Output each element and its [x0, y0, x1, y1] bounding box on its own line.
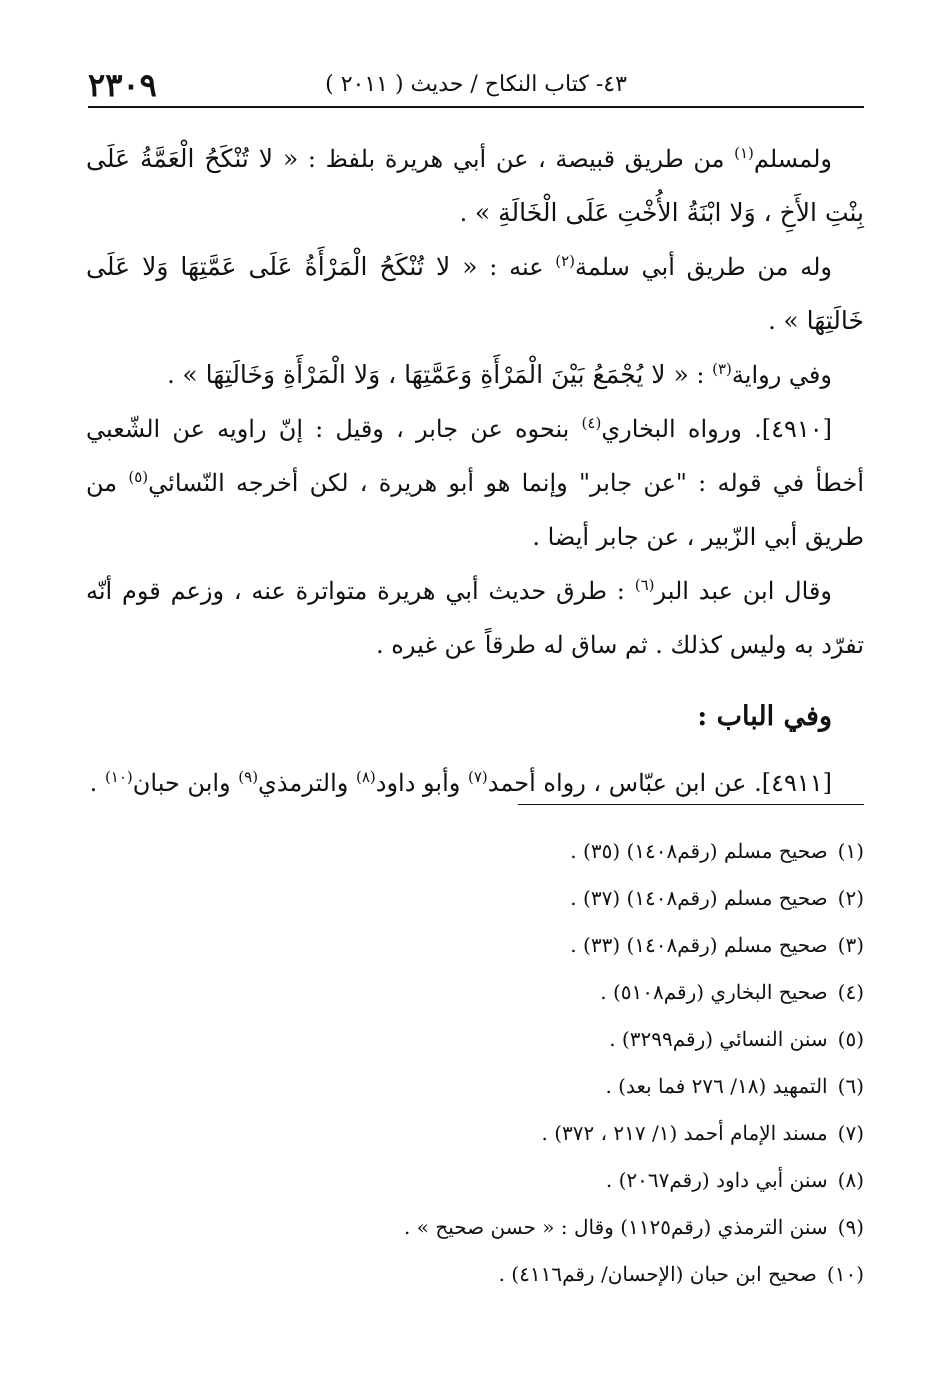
- footnote-ref: (٩): [238, 768, 259, 786]
- text-run: والترمذي: [258, 769, 356, 797]
- text-run: [٤٩١٠]. ورواه البخاري: [601, 415, 832, 443]
- text-run: .: [768, 307, 784, 335]
- main-text: [86, 132, 864, 810]
- paragraph-ibn-abd-al-barr: [86, 564, 864, 672]
- paragraph-4911: [86, 756, 864, 810]
- footnote-item: [86, 1016, 864, 1063]
- footnote-item: [86, 1251, 864, 1298]
- footnote-item: [86, 1110, 864, 1157]
- footnote-number: (٩): [837, 1215, 864, 1239]
- footnote-ref: (٨): [355, 768, 376, 786]
- section-heading: وفي الباب :: [697, 701, 832, 732]
- text-run: : طرق حديث أبي هريرة متواترة عنه ، وزعم قوم أنّه تفرّد به وليس كذلك . ثم ساق له طرقاً عن غيره .: [86, 577, 864, 659]
- footnote-number: (١): [837, 839, 864, 863]
- footnote-ref: (٧): [467, 768, 488, 786]
- footnote-number: (٤): [837, 980, 864, 1004]
- footnote-item: [86, 828, 864, 875]
- footnote-ref: (٦): [634, 576, 655, 594]
- page-number: ٢٣٠٩: [88, 66, 157, 104]
- text-run: عنه :: [477, 253, 556, 281]
- footnote-item: [86, 922, 864, 969]
- footnote-text: صحيح مسلم (رقم١٤٠٨) (٣٥) .: [570, 839, 828, 863]
- footnote-ref: (٢): [555, 252, 576, 270]
- text-run: [٤٩١١]. عن ابن عبّاس ، رواه أحمد: [487, 769, 832, 797]
- footnote-number: (٣): [837, 933, 864, 957]
- hadith-quote: « لا تُنْكَحُ الْمَرْأَةُ عَلَى عَمَّتِهَا وَلا عَلَى خَالَتِهَا »: [86, 252, 864, 335]
- footnote-text: التمهيد (١٨/ ٢٧٦ فما بعد) .: [605, 1074, 828, 1098]
- paragraph-riwaya: [86, 348, 864, 402]
- paragraph-4910: [86, 402, 864, 564]
- footnote-text: صحيح البخاري (رقم٥١٠٨) .: [600, 980, 828, 1004]
- text-run: بنحوه عن جابر ، وقيل : إنّ راويه عن الشّعبي أخطأ في قوله : "عن جابر" وإنما هو أبو هريرة ، لكن أخرجه النّسائي: [86, 415, 864, 497]
- text-run: وأبو داود: [375, 769, 468, 797]
- paragraph-muslim: [86, 132, 864, 240]
- text-run: وقال ابن عبد البر: [654, 577, 832, 605]
- footnote-text: سنن النسائي (رقم٣٢٩٩) .: [609, 1027, 828, 1051]
- footnote-text: سنن أبي داود (رقم٢٠٦٧) .: [605, 1168, 828, 1192]
- text-run: من طريق قبيصة ، عن أبي هريرة بلفظ :: [298, 145, 735, 173]
- footnote-number: (٦): [837, 1074, 864, 1098]
- page-header: [88, 66, 864, 108]
- text-run: .: [459, 199, 475, 227]
- footnote-number: (٨): [837, 1168, 864, 1192]
- footnote-text: مسند الإمام أحمد (١/ ٢١٧ ، ٣٧٢) .: [541, 1121, 828, 1145]
- hadith-quote: « لا يُجْمَعُ بَيْنَ الْمَرْأَةِ وَعَمَّتِهَا ، وَلا الْمَرْأَةِ وَخَالَتِهَا »: [182, 360, 689, 389]
- footnote-number: (٥): [837, 1027, 864, 1051]
- footnote-text: صحيح مسلم (رقم١٤٠٨) (٣٧) .: [570, 886, 828, 910]
- paragraph-abu-salama: [86, 240, 864, 348]
- footnote-text: صحيح ابن حبان (الإحسان/ رقم٤١١٦) .: [498, 1262, 817, 1286]
- text-run: .: [89, 769, 105, 797]
- footnote-number: (٢): [837, 886, 864, 910]
- footnote-text: صحيح مسلم (رقم١٤٠٨) (٣٣) .: [570, 933, 828, 957]
- footnote-number: (٧): [837, 1121, 864, 1145]
- text-run: :: [688, 361, 713, 389]
- text-run: من طريق أبي الزّبير ، عن جابر أيضا .: [86, 469, 864, 551]
- hadith-quote: « لا تُنْكَحُ الْعَمَّةُ عَلَى بِنْتِ الأَخِ ، وَلا ابْنَةُ الأُخْتِ عَلَى الْخَالَةِ »: [86, 144, 864, 227]
- footnote-item: [86, 1157, 864, 1204]
- footnote-separator: [518, 804, 864, 805]
- text-run: .: [167, 361, 183, 389]
- footnote-text: سنن الترمذي (رقم١١٢٥) وقال : « حسن صحيح » .: [404, 1215, 828, 1239]
- text-run: وفي رواية: [731, 361, 832, 389]
- footnote-ref: (٣): [712, 360, 732, 378]
- footnote-ref: (٥): [128, 468, 149, 486]
- footnote-ref: (١): [734, 144, 754, 162]
- text-run: وابن حبان: [132, 769, 239, 797]
- footnote-item: [86, 1063, 864, 1110]
- footnote-item: [86, 969, 864, 1016]
- footnote-ref: (٤): [581, 414, 602, 432]
- footnotes-list: [86, 828, 864, 1298]
- footnote-ref: (١٠): [104, 768, 133, 786]
- running-head: ٤٣- كتاب النكاح / حديث ( ٢٠١١ ): [325, 72, 627, 97]
- text-run: ولمسلم: [753, 145, 832, 173]
- footnote-number: (١٠): [826, 1262, 864, 1286]
- text-run: وله من طريق أبي سلمة: [575, 253, 832, 281]
- footnote-item: [86, 1204, 864, 1251]
- footnote-item: [86, 875, 864, 922]
